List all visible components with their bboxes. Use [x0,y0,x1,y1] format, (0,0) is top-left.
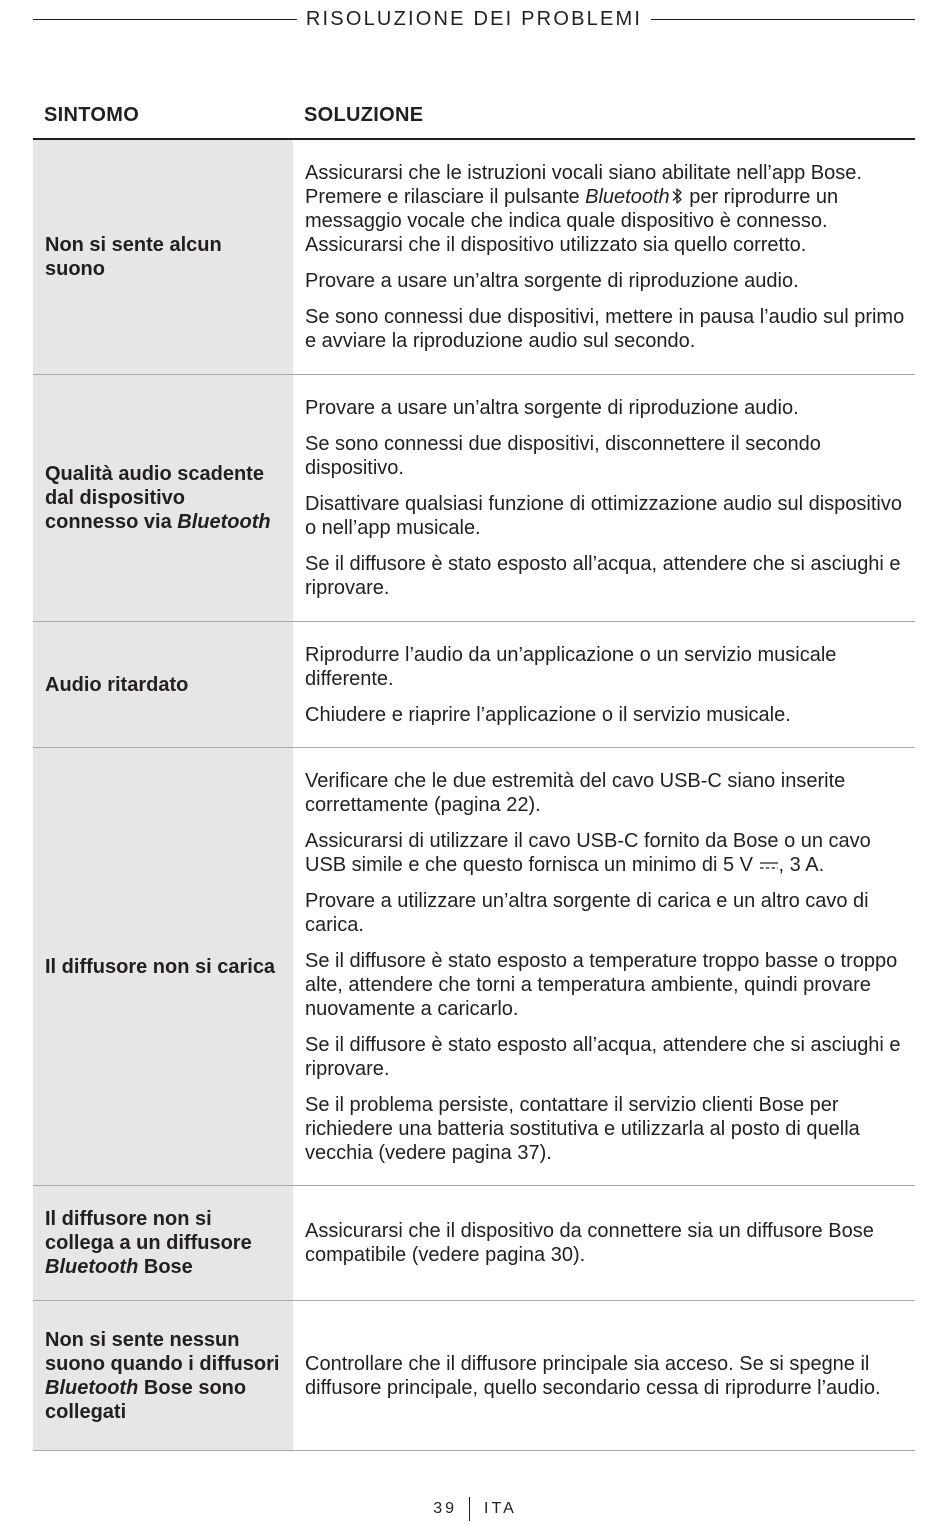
solution-paragraph [305,161,905,257]
solution-text: Assicurarsi che le istruzioni vocali siano abilitate nell’app Bose. Premere e rilasciare il pulsante [305,162,862,208]
solution-paragraph: Se il diffusore è stato esposto all’acqua, attendere che si asciughi e riprovare. [305,553,901,599]
symptom-text: Non si sente alcun suono [45,234,222,280]
symptom-text [45,1328,281,1424]
table-row [33,622,915,748]
symptom-text [45,1207,281,1279]
header-rule-right [651,19,915,20]
solution-paragraph: Provare a usare un’altra sorgente di riproduzione audio. [305,270,799,292]
symptom-text-part: Bose sono collegati [45,1376,247,1423]
solution-paragraph: Se sono connessi due dispositivi, mettere in pausa l’audio sul primo e avviare la riproduzione audio sul secondo. [305,306,905,352]
solution-text: per riprodurre un messaggio vocale che indica quale dispositivo è connesso. Assicurarsi che il dispositivo utilizzato sia quello corretto. [305,186,839,256]
table-row [33,748,915,1186]
bluetooth-icon [670,187,684,205]
symptom-cell [33,622,293,747]
solution-paragraph: Chiudere e riaprire l’applicazione o il servizio musicale. [305,703,791,726]
symptom-cell [33,1301,293,1450]
symptom-text-part: Qualità audio scadente dal dispositivo connesso via [45,463,264,533]
table-row [33,1301,915,1451]
solution-paragraph: Se il problema persiste, contattare il servizio clienti Bose per richiedere una batteria sostitutiva e utilizzarla al posto di quella vecchia (vedere pagina 37). [305,1093,860,1164]
solution-paragraph: Se sono connessi due dispositivi, disconnettere il secondo dispositivo. [305,433,821,479]
solution-cell [293,140,915,374]
table-row [33,1186,915,1301]
solution-paragraph: Provare a utilizzare un’altra sorgente di carica e un altro cavo di carica. [305,889,869,936]
direct-current-icon [759,858,779,872]
symptom-cell [33,1186,293,1300]
language-code: ITA [484,1500,517,1517]
column-header-solution: SOLUZIONE [304,104,424,126]
symptom-cell [33,748,293,1185]
symptom-text-part: Bose [138,1256,193,1278]
solution-paragraph: Assicurarsi che il dispositivo da connettere sia un diffusore Bose compatibile (vedere pagina 30). [305,1220,874,1266]
symptom-text-part: Non si sente nessun suono quando i diffusori [45,1328,280,1375]
symptom-emphasis: Bluetooth [45,1256,139,1278]
header-rule-left [33,19,297,20]
table-header [33,104,915,140]
solution-text: , 3 A. [778,853,825,876]
solution-paragraph: Se il diffusore è stato esposto all’acqua, attendere che si asciughi e riprovare. [305,1033,901,1080]
page-title: RISOLUZIONE DEI PROBLEMI [305,7,643,30]
footer-divider [469,1497,470,1521]
solution-paragraph: Disattivare qualsiasi funzione di ottimizzazione audio sul dispositivo o nell’app musicale. [305,493,902,539]
solution-cell [293,1301,915,1450]
solution-paragraph: Verificare che le due estremità del cavo USB-C siano inserite correttamente (pagina 22). [305,769,846,816]
solution-cell [293,375,915,621]
symptom-cell [33,140,293,374]
symptom-emphasis: Bluetooth [177,511,271,533]
page-number: 39 [433,1500,458,1517]
symptom-cell [33,375,293,621]
page-footer [0,1497,950,1521]
symptom-text [45,462,281,534]
solution-paragraph: Controllare che il diffusore principale sia acceso. Se si spegne il diffusore principale, quello secondario cessa di riprodurre l’audio. [305,1352,881,1399]
solution-cell [293,622,915,747]
solution-emphasis: Bluetooth [585,186,670,208]
symptom-emphasis: Bluetooth [45,1376,139,1399]
solution-cell [293,1186,915,1300]
table-row [33,375,915,622]
symptom-text: Audio ritardato [45,673,189,696]
symptom-text-part: Il diffusore non si collega a un diffusore [45,1208,252,1254]
page-header [33,6,915,32]
solution-paragraph: Riprodurre l’audio da un’applicazione o un servizio musicale differente. [305,643,837,690]
troubleshooting-table [33,104,915,1451]
solution-text: Assicurarsi di utilizzare il cavo USB-C fornito da Bose o un cavo USB simile e che questo fornisca un minimo di 5 V [305,829,871,876]
solution-cell [293,748,915,1185]
solution-paragraph: Provare a usare un’altra sorgente di riproduzione audio. [305,397,799,419]
symptom-text: Il diffusore non si carica [45,955,276,978]
table-row [33,140,915,375]
solution-paragraph [305,829,905,877]
column-header-symptom: SINTOMO [44,104,140,126]
solution-paragraph: Se il diffusore è stato esposto a temperature troppo basse o troppo alte, attendere che torni a temperatura ambiente, quindi provare nuovamente a caricarlo. [305,949,898,1020]
